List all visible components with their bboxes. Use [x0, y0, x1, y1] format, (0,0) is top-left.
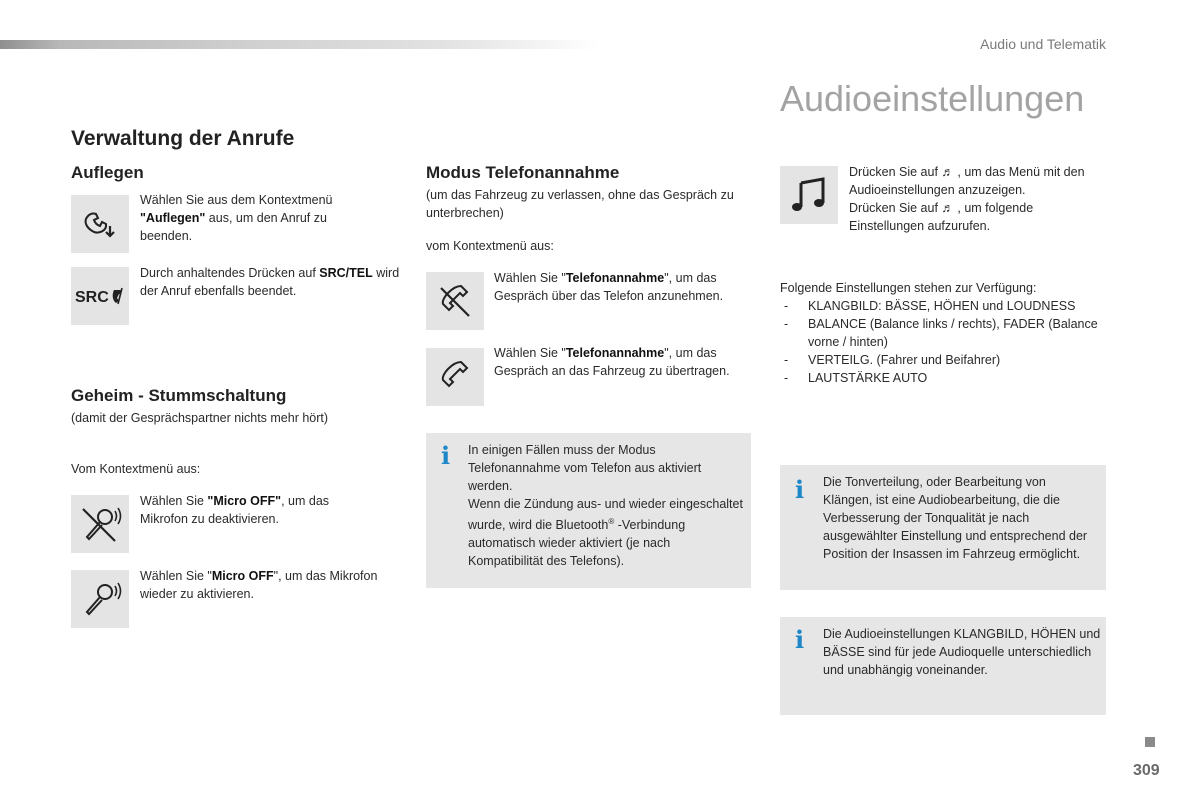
settings-list-block	[780, 279, 1110, 387]
sound-settings-info-text: Die Audioeinstellungen KLANGBILD, HÖHEN und BÄSSE sind für jede Audioquelle unterschiedlich und unabhängig voneinander.	[823, 627, 1101, 677]
music-note-inline-icon: ♬	[941, 201, 954, 215]
pickup-heading: Modus Telefonannahme	[426, 163, 620, 182]
section-label: Audio und Telematik	[980, 36, 1106, 52]
pickup-info-box	[426, 433, 751, 588]
page-title: Audioeinstellungen	[780, 78, 1085, 119]
pickup-info-text: In einigen Fällen muss der Modus Telefonannahme vom Telefon aus aktiviert werden. Wenn die Zündung aus- und wieder eingeschaltet wurde, wird die Bluetooth® -Verbindung automatisch wieder aktiviert (je nach Kompatibilität des Telefons).	[468, 443, 743, 569]
micro-off-icon	[71, 495, 129, 553]
music-note-inline-icon: ♬	[941, 165, 954, 179]
mute-note: (damit der Gesprächspartner nichts mehr hört)	[71, 411, 329, 425]
settings-item: - KLANGBILD: BÄSSE, HÖHEN und LOUDNESS	[780, 297, 1110, 315]
hangup-item2-text: Durch anhaltendes Drücken auf SRC/TEL wird der Anruf ebenfalls beendet.	[140, 266, 400, 298]
micro-on-icon	[71, 570, 129, 628]
mute-intro: Vom Kontextmenü aus:	[71, 462, 201, 476]
hangup-item1-text: Wählen Sie aus dem Kontextmenü "Auflegen" aus, um den Anruf zu beenden.	[140, 193, 333, 243]
settings-item: - VERTEILG. (Fahrer und Beifahrer)	[780, 351, 1110, 369]
info-icon: i	[441, 441, 451, 470]
pickup-item2-text: Wählen Sie "Telefonannahme", um das Gespräch an das Fahrzeug zu übertragen.	[494, 346, 730, 378]
header-decor-bar	[0, 40, 600, 49]
sound-settings-info-box	[780, 617, 1106, 715]
page-number: 309	[1133, 762, 1160, 779]
info-icon: i	[795, 475, 805, 504]
settings-intro: Folgende Einstellungen stehen zur Verfügung:	[780, 281, 1037, 295]
distribution-info-box	[780, 465, 1106, 590]
phone-pickup-on-icon	[426, 348, 484, 406]
calls-section-title: Verwaltung der Anrufe	[71, 127, 295, 150]
pickup-intro: vom Kontextmenü aus:	[426, 239, 554, 253]
pickup-note: (um das Fahrzeug zu verlassen, ohne das Gespräch zu unterbrechen)	[426, 188, 734, 220]
hangup-phone-icon	[71, 195, 129, 253]
music-note-icon	[780, 166, 838, 224]
page-corner-mark	[1145, 737, 1155, 747]
distribution-info-text: Die Tonverteilung, oder Bearbeitung von Klängen, ist eine Audiobearbeitung, die die Verbesserung der Tonqualität je nach ausgewählter Einstellung und entsprechend der Position der Insassen im Fahrzeug ermöglicht.	[823, 475, 1088, 561]
micro-off-text: Wählen Sie "Micro OFF", um das Mikrofon zu deaktivieren.	[140, 494, 330, 526]
src-tel-button-icon	[71, 267, 129, 325]
mute-heading: Geheim - Stummschaltung	[71, 386, 287, 405]
info-icon: i	[795, 625, 805, 654]
audio-menu-instructions: Drücken Sie auf ♬ , um das Menü mit den Audioeinstellungen anzuzeigen. Drücken Sie auf ♬ , um folgende Einstellungen aufzurufen.	[849, 165, 1085, 233]
settings-list	[780, 297, 1110, 387]
settings-item: - LAUTSTÄRKE AUTO	[780, 369, 1110, 387]
micro-on-text: Wählen Sie "Micro OFF", um das Mikrofon wieder zu aktivieren.	[140, 569, 378, 601]
pickup-item1-text: Wählen Sie "Telefonannahme", um das Gespräch über das Telefon anzunehmen.	[494, 271, 724, 303]
hangup-heading: Auflegen	[71, 163, 144, 182]
phone-pickup-off-icon	[426, 272, 484, 330]
settings-item: - BALANCE (Balance links / rechts), FADER (Balance vorne / hinten)	[780, 315, 1110, 351]
src-icon-text: SRC	[75, 289, 109, 306]
